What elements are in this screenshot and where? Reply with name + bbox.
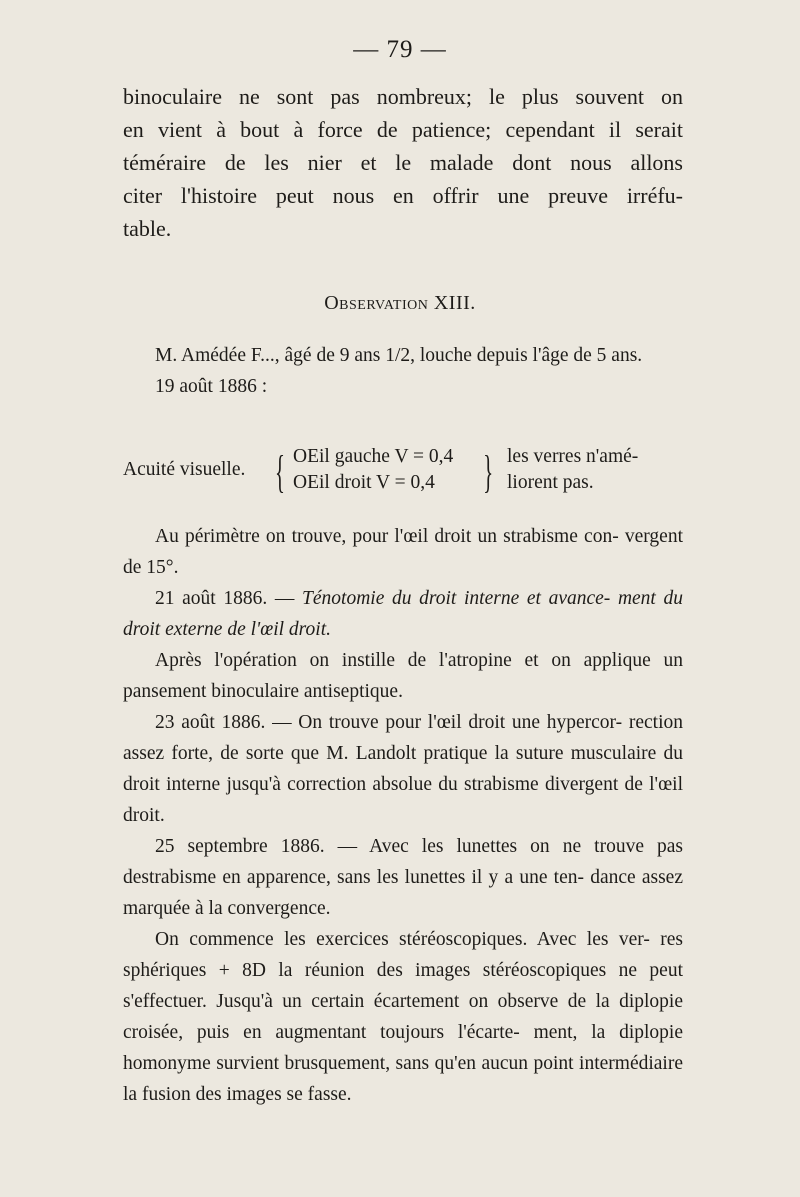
observation-continued (123, 521, 683, 1110)
observation-title: Observation XIII. (324, 292, 476, 314)
surgery-entry (123, 583, 683, 645)
intro-line: table. (123, 216, 172, 241)
page-number: — 79 — (353, 36, 447, 63)
acuity-label: Acuité visuelle. (123, 459, 246, 480)
surgery-description: Ténotomie du droit interne et avance- ment du droit externe de l'œil droit. (123, 588, 683, 640)
surgery-date: 21 août 1886. — (155, 588, 303, 609)
sep25-entry: 25 septembre 1886. — Avec les lunettes on ne trouve pas destrabisme en apparence, sans les lunettes il y a une ten- dance assez marquée à la convergence. (123, 836, 683, 919)
observation-body (123, 340, 683, 402)
intro-line: citer l'histoire peut nous en offrir une preuve irréfu- (123, 183, 683, 208)
intro-paragraph (123, 80, 683, 245)
acuity-note-line: les verres n'amé- (507, 446, 639, 467)
post-op-entry: Après l'opération on instille de l'atropine et on applique un pansement binoculaire antiseptique. (123, 650, 683, 702)
right-brace: { (483, 446, 494, 497)
left-brace: { (275, 446, 285, 497)
intro-line: en vient à bout à force de patience; cependant il serait (123, 117, 683, 142)
right-eye-acuity: OEil droit V = 0,4 (293, 472, 435, 493)
intro-line: binoculaire ne sont pas nombreux; le plus souvent on (123, 84, 683, 109)
acuity-note-line: liorent pas. (507, 472, 594, 493)
perimeter-finding: Au périmètre on trouve, pour l'œil droit un strabisme con- vergent de 15°. (123, 526, 683, 578)
acuity-note (507, 444, 638, 496)
intro-line: téméraire de les nier et le malade dont nous allons (123, 150, 683, 175)
aug23-entry: 23 août 1886. — On trouve pour l'œil droit une hypercor- rection assez forte, de sorte que M. Landolt pratique la suture musculaire du droit interne jusqu'à correction absolue du strabisme divergent de l'œil droit. (123, 712, 683, 826)
acuity-values (293, 444, 453, 496)
visual-acuity-block (123, 444, 683, 506)
exercises-entry: On commence les exercices stéréoscopiques. Avec les ver- res sphériques + 8D la réunion des images stéréoscopiques ne peut s'effectuer. Jusqu'à un certain écartement on observe de la diplopie croisée, puis en augmentant toujours l'écarte- ment, la diplopie homonyme survient brusquement, sans qu'en aucun point intermédiaire la fusion des images se fasse. (123, 929, 683, 1105)
date-entry: 19 août 1886 : (155, 376, 268, 397)
left-eye-acuity: OEil gauche V = 0,4 (293, 446, 454, 467)
patient-description: M. Amédée F..., âgé de 9 ans 1/2, louche depuis l'âge de 5 ans. (155, 345, 643, 366)
